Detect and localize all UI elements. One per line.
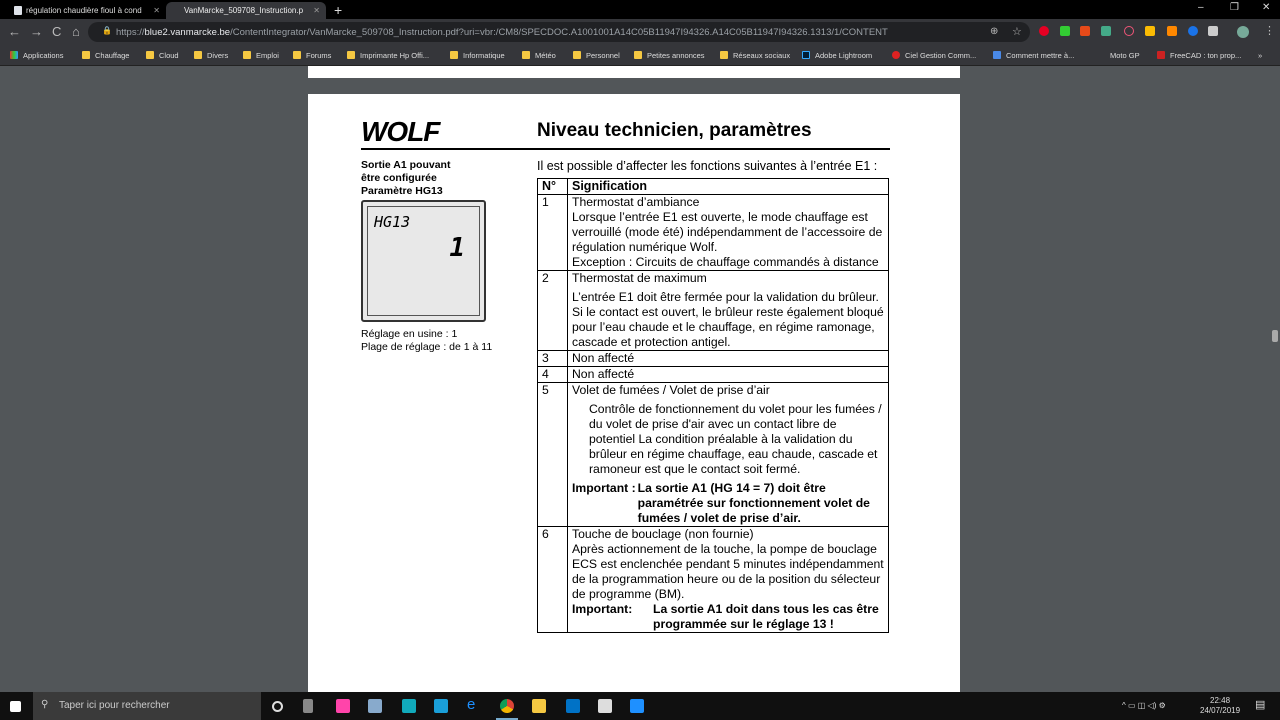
close-tab-icon[interactable]: ✕	[313, 6, 320, 15]
important-note	[572, 481, 884, 526]
previous-page	[308, 66, 960, 78]
table-row	[538, 351, 889, 367]
messenger-icon[interactable]	[630, 699, 644, 713]
tab-regulation[interactable]	[8, 2, 166, 19]
bookmark-applications[interactable]	[10, 51, 63, 60]
side-heading	[361, 159, 450, 198]
lcd-value: 1	[449, 233, 465, 263]
row-content	[568, 195, 889, 271]
taskbar	[0, 692, 1280, 720]
bookmark-folder[interactable]	[293, 51, 331, 60]
folder-icon	[573, 51, 581, 59]
folder-icon	[720, 51, 728, 59]
table-row	[538, 383, 889, 527]
app-icon[interactable]	[368, 699, 382, 713]
bookmark-label: Emploi	[256, 51, 279, 60]
table-row	[538, 195, 889, 271]
row-extra: Exception : Circuits de chauffage commandés à distance	[572, 255, 879, 269]
back-icon[interactable]: ←	[8, 24, 21, 39]
important-text: La sortie A1 (HG 14 = 7) doit être paramétrée sur fonctionnement volet de fumées / volet de prise d’air.	[637, 481, 870, 525]
row-number: 4	[538, 367, 568, 383]
edge-icon[interactable]: e	[467, 696, 476, 713]
pdf-page	[308, 94, 960, 692]
freecad-icon	[1157, 51, 1165, 59]
bookmarks-bar	[0, 45, 1280, 66]
row-title: Touche de bouclage (non fournie)	[572, 527, 754, 541]
store-icon[interactable]	[336, 699, 350, 713]
intro-text: Il est possible d’affecter les fonctions suivantes à l’entrée E1 :	[537, 159, 878, 173]
bookmark-lightroom[interactable]	[802, 51, 872, 60]
menu-icon[interactable]: ⋮	[1264, 25, 1275, 37]
side-heading-line: Paramètre HG13	[361, 185, 443, 197]
bookmark-label: Divers	[207, 51, 229, 60]
factory-setting: Réglage en usine : 1	[361, 328, 458, 340]
home-icon[interactable]: ⌂	[72, 24, 80, 39]
page-title: Niveau technicien, paramètres	[537, 120, 812, 141]
close-window-button[interactable]: ✕	[1262, 2, 1271, 13]
tab-bar	[0, 0, 1280, 19]
zoom-icon[interactable]: ⊕	[990, 26, 999, 37]
important-label: Important:	[572, 602, 633, 616]
mail-icon[interactable]	[598, 699, 612, 713]
close-tab-icon[interactable]: ✕	[153, 6, 160, 15]
scrollbar-thumb[interactable]	[1272, 330, 1278, 342]
bookmark-folder[interactable]	[146, 51, 179, 60]
bookmark-freecad[interactable]	[1157, 51, 1241, 60]
reload-icon[interactable]: C	[52, 24, 62, 39]
important-label: Important :	[572, 481, 636, 495]
tab-label: régulation chaudière fioul à cond	[26, 6, 142, 15]
bookmark-folder[interactable]	[522, 51, 556, 60]
taskbar-search[interactable]	[33, 692, 261, 720]
bookmark-label: Moto GP	[1110, 51, 1140, 60]
bookmark-label: Forums	[306, 51, 332, 60]
office-extension-icon[interactable]	[1080, 26, 1090, 36]
time: 22:48	[1210, 696, 1231, 705]
row-content	[568, 271, 889, 351]
bookmark-folder[interactable]	[720, 51, 790, 60]
lightroom-icon	[802, 51, 810, 59]
address-bar-row	[0, 19, 1280, 45]
bookmark-folder[interactable]	[450, 51, 505, 60]
heart-extension-icon[interactable]	[1124, 26, 1134, 36]
lock-icon: 🔒	[102, 26, 112, 35]
row-title: Non affecté	[568, 351, 889, 367]
folder-icon	[194, 51, 202, 59]
lcd-display	[361, 200, 486, 322]
folder-icon	[243, 51, 251, 59]
settings-info	[361, 328, 492, 354]
bookmark-label: Applications	[23, 51, 64, 60]
bookmark-label: Cloud	[159, 51, 179, 60]
pinterest-extension-icon[interactable]	[1039, 26, 1049, 36]
folder-icon	[450, 51, 458, 59]
chrome-icon[interactable]	[500, 699, 514, 713]
header-signification: Signification	[568, 179, 889, 195]
outlook-icon[interactable]	[566, 699, 580, 713]
bookmark-label: FreeCAD : ton prop...	[1170, 51, 1242, 60]
favicon-icon	[14, 6, 22, 15]
row-number: 5	[538, 383, 568, 527]
app-icon[interactable]	[402, 699, 416, 713]
url-input[interactable]	[88, 22, 1030, 42]
row-body: Lorsque l’entrée E1 est ouverte, le mode chauffage est verrouillé (mode été) indépendamment de l’accessoire de régulation numérique Wolf.	[572, 210, 883, 254]
row-body: Après actionnement de la touche, la pompe de bouclage ECS est enclenchée pendant 5 minutes indépendamment de la programmation heure ou de la position du sélecteur de programme (BM).	[572, 542, 884, 601]
minimize-button[interactable]: –	[1198, 2, 1204, 13]
row-number: 3	[538, 351, 568, 367]
bookmark-folder[interactable]	[82, 51, 129, 60]
extension-icon[interactable]	[1167, 26, 1177, 36]
row-title: Thermostat d’ambiance	[572, 195, 700, 209]
table-row	[538, 527, 889, 633]
app-icon[interactable]	[434, 699, 448, 713]
bookmark-label: Adobe Lightroom	[815, 51, 873, 60]
table-header	[538, 179, 889, 195]
windows-start-icon[interactable]	[10, 701, 21, 712]
bookmark-folder[interactable]	[243, 51, 279, 60]
tray-icons[interactable]: ^ ▭ ◫ ◁) ⚙	[1122, 701, 1166, 710]
folder-icon	[634, 51, 642, 59]
bookmark-label: Ciel Gestion Comm...	[905, 51, 977, 60]
maximize-button[interactable]: ❐	[1230, 2, 1239, 13]
notifications-icon[interactable]: ▤	[1255, 699, 1266, 711]
folder-icon	[82, 51, 90, 59]
bookmark-ciel[interactable]	[892, 51, 976, 60]
side-heading-line: Sortie A1 pouvant	[361, 159, 451, 171]
apps-grid-icon	[10, 51, 18, 59]
row-title: Volet de fumées / Volet de prise d’air	[572, 383, 770, 397]
row-number: 2	[538, 271, 568, 351]
lcd-param: HG13	[374, 213, 411, 231]
search-icon: ⚲	[41, 699, 49, 710]
row-title: Thermostat de maximum	[572, 271, 707, 285]
bookmark-label: Chauffage	[95, 51, 130, 60]
row-number: 1	[538, 195, 568, 271]
profile-avatar[interactable]	[1237, 26, 1249, 38]
date: 24/07/2019	[1200, 706, 1241, 715]
bookmark-label: Réseaux sociaux	[733, 51, 791, 60]
folder-icon	[293, 51, 301, 59]
tab-label: VanMarcke_509708_Instruction.p	[184, 6, 304, 15]
setting-range: Plage de réglage : de 1 à 11	[361, 341, 493, 353]
bookmark-label: Comment mettre à...	[1006, 51, 1075, 60]
site-icon	[993, 51, 1001, 59]
important-text: La sortie A1 doit dans tous les cas être programmée sur le réglage 13 !	[653, 602, 879, 631]
pdf-viewer[interactable]	[0, 66, 1280, 692]
bookmark-label: Petites annonces	[647, 51, 705, 60]
row-body: L’entrée E1 doit être fermée pour la validation du brûleur. Si le contact est ouvert, le brûleur reste également bloqué pour l’eau chaude et le chauffage, en régime ramonage, cascade et protection antigel.	[572, 290, 884, 349]
url-path: /ContentIntegrator/VanMarcke_509708_Instruction.pdf?uri=vbr:/CM8/SPECDOC.A1001001A14C05B11947I94326.A14C05B11947I94326.1313/1/CONTENT	[230, 27, 888, 38]
folder-icon	[146, 51, 154, 59]
title-rule	[361, 148, 890, 150]
clock[interactable]	[1200, 696, 1240, 716]
bookmark-label: Personnel	[586, 51, 620, 60]
url-scheme: https://	[116, 27, 145, 38]
bookmark-motogp[interactable]	[1097, 51, 1140, 60]
extension-icon[interactable]	[1208, 26, 1218, 36]
ciel-icon	[892, 51, 900, 59]
row-content	[568, 527, 889, 633]
row-title: Non affecté	[568, 367, 889, 383]
table-row	[538, 367, 889, 383]
functions-table	[537, 178, 889, 633]
bookmark-comment[interactable]	[993, 51, 1074, 60]
task-view-icon[interactable]	[303, 699, 313, 713]
url-host: blue2.vanmarcke.be	[144, 27, 231, 38]
tab-vanmarcke[interactable]	[166, 2, 326, 19]
row-number: 6	[538, 527, 568, 633]
bookmark-folder[interactable]	[347, 51, 429, 60]
file-explorer-icon[interactable]	[532, 699, 546, 713]
search-placeholder: Taper ici pour rechercher	[59, 700, 170, 711]
row-content	[568, 383, 889, 527]
important-note	[572, 602, 884, 632]
table-row	[538, 271, 889, 351]
bookmark-folder[interactable]	[634, 51, 705, 60]
extension-icon[interactable]	[1060, 26, 1070, 36]
side-heading-line: être configurée	[361, 172, 437, 184]
moon-icon	[1097, 51, 1105, 59]
bookmark-label: Informatique	[463, 51, 505, 60]
bookmark-folder[interactable]	[573, 51, 620, 60]
extension-icon[interactable]	[1101, 26, 1111, 36]
forward-icon[interactable]: →	[30, 24, 43, 39]
bookmark-label: Météo	[535, 51, 556, 60]
wolf-logo: WOLF	[361, 116, 440, 147]
folder-icon	[522, 51, 530, 59]
more-bookmarks-icon[interactable]: »	[1258, 51, 1263, 60]
cortana-icon[interactable]	[272, 701, 283, 712]
row-body: Contrôle de fonctionnement du volet pour les fumées / du volet de prise d'air avec un contact libre de potentiel La condition préalable à la validation du brûleur en régime chauffage, eau chaude, cascade et ramoneur est que le contact soit fermé.	[589, 402, 882, 476]
bookmark-star-icon[interactable]: ☆	[1012, 26, 1022, 38]
folder-icon	[347, 51, 355, 59]
drive-extension-icon[interactable]	[1145, 26, 1155, 36]
new-tab-button[interactable]: +	[334, 2, 343, 18]
extension-icon[interactable]	[1188, 26, 1198, 36]
bookmark-label: Imprimante Hp Offi...	[360, 51, 430, 60]
bookmark-folder[interactable]	[194, 51, 228, 60]
header-no: N°	[538, 179, 568, 195]
